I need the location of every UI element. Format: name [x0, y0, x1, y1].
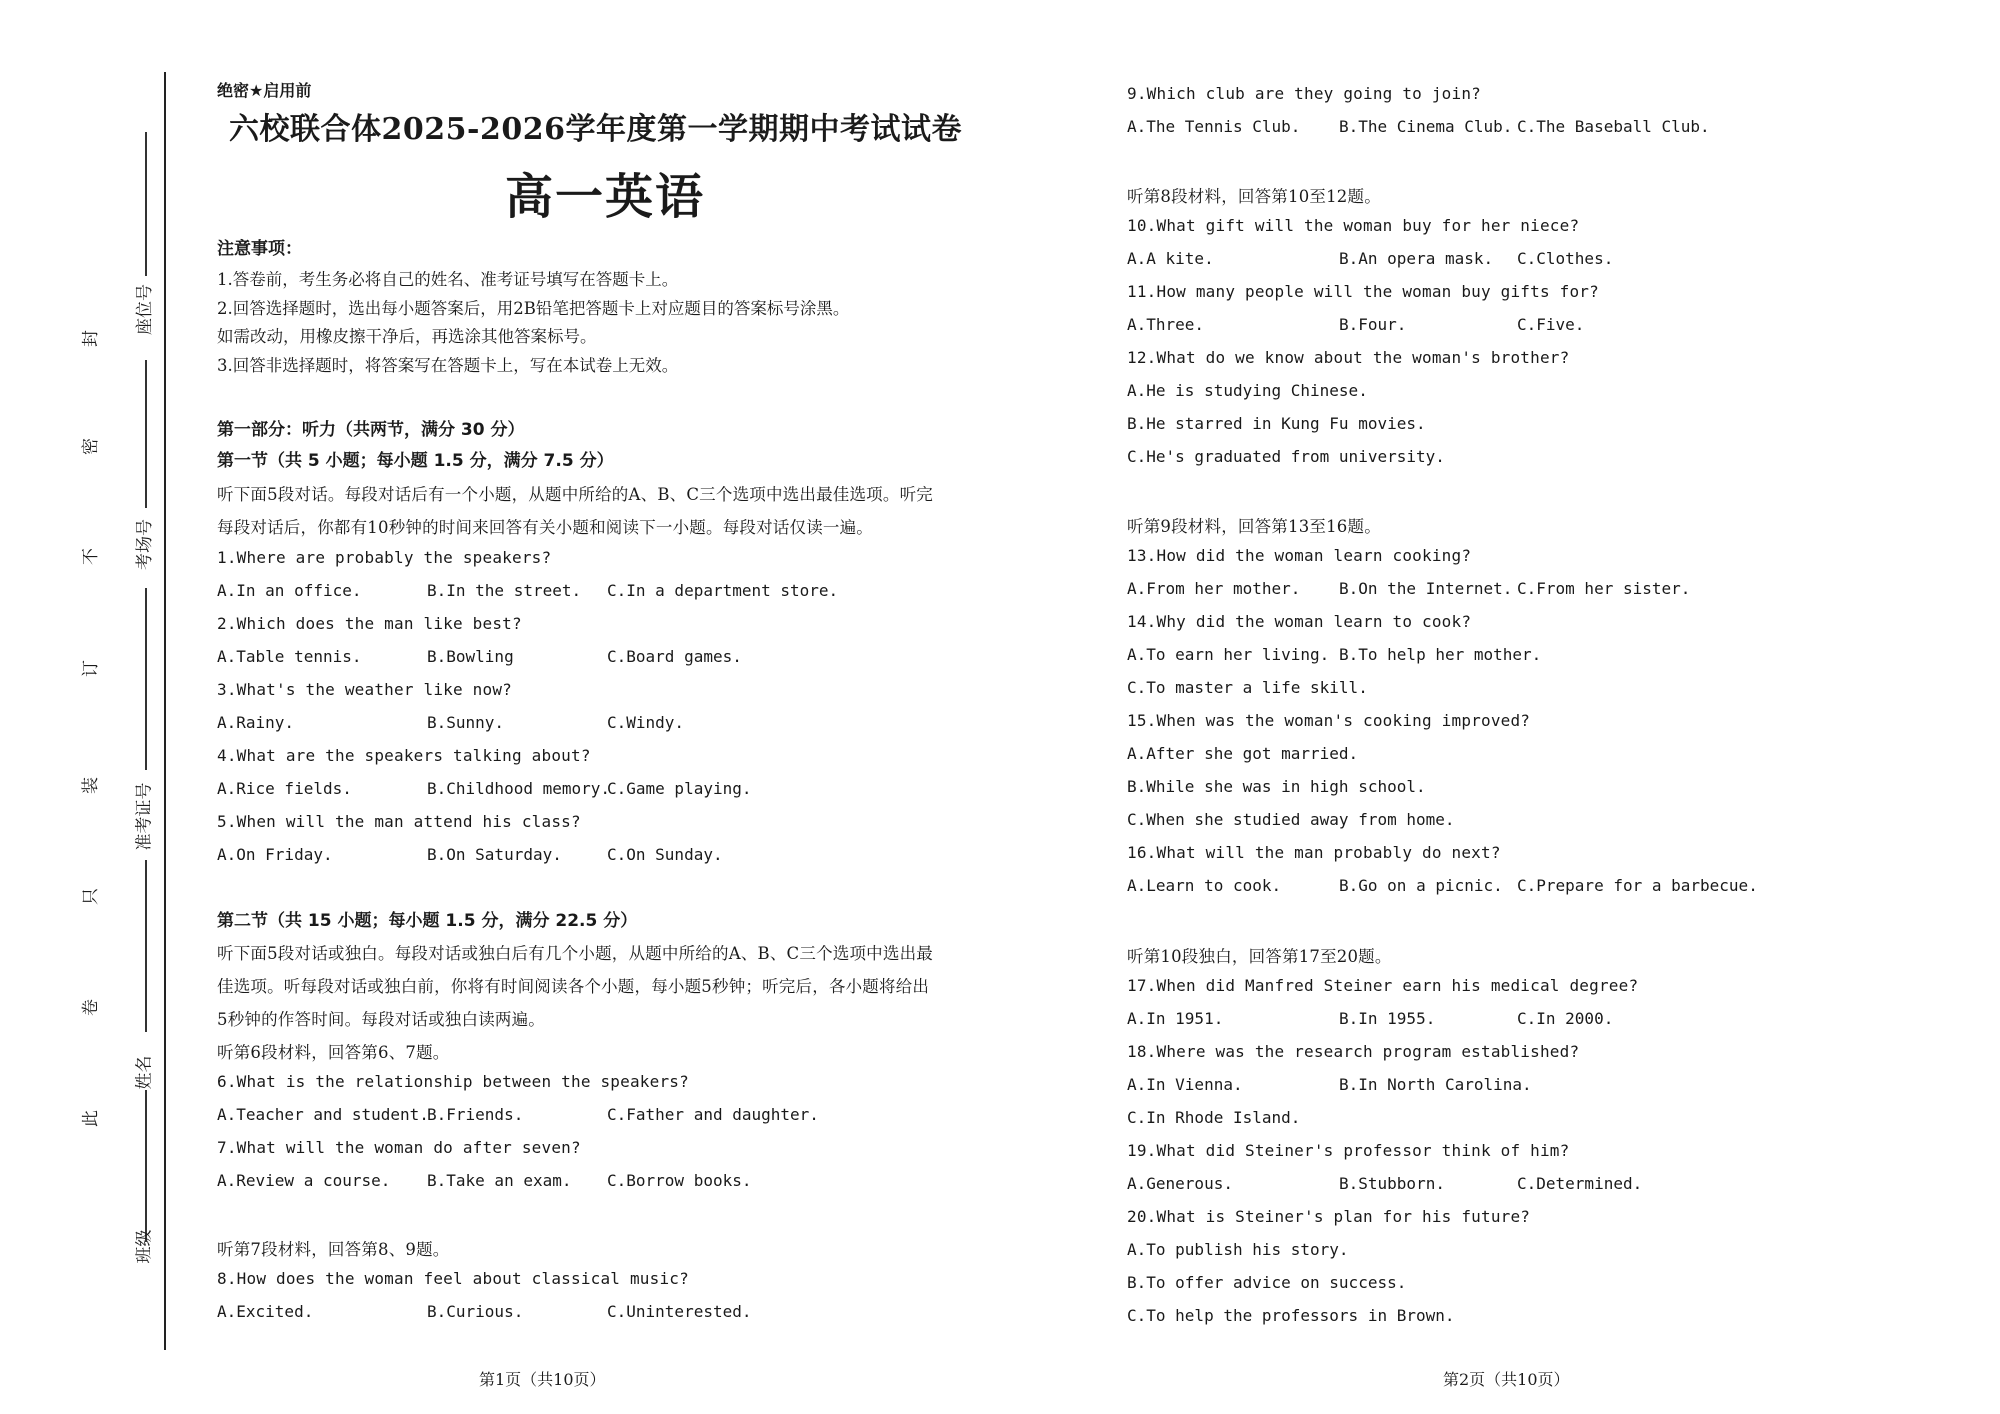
question-14: 14.Why did the woman learn to cook? [1127, 612, 1472, 631]
option-b: B.Stubborn. [1339, 1174, 1445, 1193]
option-a: A.Learn to cook. [1127, 876, 1282, 895]
option-b: B.In 1955. [1339, 1009, 1436, 1028]
section2-instructions: 佳选项。听每段对话或独白前，你将有时间阅读各个小题，每小题5秒钟；听完后，各小题将给出 [217, 977, 930, 996]
question-17: 17.When did Manfred Steiner earn his medical degree? [1127, 976, 1639, 995]
question-16: 16.What will the man probably do next? [1127, 843, 1501, 862]
option-a: A.After she got married. [1127, 744, 1359, 763]
binding-line [164, 72, 166, 1350]
option-b: B.Sunny. [427, 713, 505, 732]
section2-instructions: 听下面5段对话或独白。每段对话或独白后有几个小题，从题中所给的A、B、C三个选项中选出最 [217, 944, 933, 963]
section1-heading: 第一节（共 5 小题；每小题 1.5 分，满分 7.5 分） [217, 451, 614, 471]
material-intro: 听第7段材料，回答第8、9题。 [217, 1240, 450, 1259]
question-4: 4.What are the speakers talking about? [217, 746, 591, 765]
option-c: C.When she studied away from home. [1127, 810, 1455, 829]
note-item: 2.回答选择题时，选出每小题答案后，用2B铅笔把答题卡上对应题目的答案标号涂黑。 [217, 299, 850, 318]
field-underline [145, 588, 147, 770]
question-15: 15.When was the woman's cooking improved? [1127, 711, 1531, 730]
option-c: C.In 2000. [1517, 1009, 1614, 1028]
option-c: C.Board games. [607, 647, 742, 666]
question-8: 8.How does the woman feel about classical music? [217, 1269, 689, 1288]
field-underline [145, 132, 147, 276]
option-a: A.Rice fields. [217, 779, 352, 798]
option-a: A.The Tennis Club. [1127, 117, 1301, 136]
question-20: 20.What is Steiner's plan for his future? [1127, 1207, 1531, 1226]
seal-char: 装 [81, 777, 101, 794]
question-18: 18.Where was the research program established? [1127, 1042, 1580, 1061]
option-c: C.He's graduated from university. [1127, 447, 1445, 466]
option-c: C.Determined. [1517, 1174, 1643, 1193]
seal-char: 封 [81, 330, 101, 347]
material-intro: 听第9段材料，回答第13至16题。 [1127, 517, 1381, 536]
question-1: 1.Where are probably the speakers? [217, 548, 552, 567]
option-c: C.Windy. [607, 713, 685, 732]
option-a: A.To earn her living. [1127, 645, 1330, 664]
option-c: C.Five. [1517, 315, 1585, 334]
option-a: A.On Friday. [217, 845, 333, 864]
option-c: C.The Baseball Club. [1517, 117, 1710, 136]
option-b: B.In the street. [427, 581, 582, 600]
material-intro: 听第8段材料，回答第10至12题。 [1127, 187, 1381, 206]
option-a: A.Table tennis. [217, 647, 362, 666]
option-a: A.In Vienna. [1127, 1075, 1243, 1094]
section2-heading: 第二节（共 15 小题；每小题 1.5 分，满分 22.5 分） [217, 911, 638, 931]
field-label-class: 班级 [134, 1229, 155, 1264]
note-item: 3.回答非选择题时，将答案写在答题卡上，写在本试卷上无效。 [217, 356, 679, 375]
field-label-name: 姓名 [134, 1055, 155, 1090]
note-item: 1.答卷前，考生务必将自己的姓名、准考证号填写在答题卡上。 [217, 270, 679, 289]
question-19: 19.What did Steiner's professor think of him? [1127, 1141, 1570, 1160]
question-7: 7.What will the woman do after seven? [217, 1138, 581, 1157]
option-b: B.Curious. [427, 1302, 524, 1321]
option-c: C.Clothes. [1517, 249, 1614, 268]
field-underline [145, 1090, 147, 1242]
option-c: C.To help the professors in Brown. [1127, 1306, 1455, 1325]
part1-heading: 第一部分：听力（共两节，满分 30 分） [217, 420, 525, 440]
option-c: C.To master a life skill. [1127, 678, 1368, 697]
option-b: B.Bowling [427, 647, 514, 666]
option-a: A.Review a course. [217, 1171, 391, 1190]
option-b: B.Go on a picnic. [1339, 876, 1503, 895]
material-intro: 听第6段材料，回答第6、7题。 [217, 1043, 450, 1062]
option-c: C.Prepare for a barbecue. [1517, 876, 1758, 895]
seal-char: 只 [81, 888, 101, 905]
material-intro: 听第10段独白，回答第17至20题。 [1127, 947, 1392, 966]
seal-char: 不 [81, 548, 101, 565]
option-b: B.While she was in high school. [1127, 777, 1426, 796]
section2-instructions: 5秒钟的作答时间。每段对话或独白读两遍。 [217, 1010, 545, 1029]
option-a: A.He is studying Chinese. [1127, 381, 1368, 400]
option-a: A.From her mother. [1127, 579, 1301, 598]
section1-instructions: 听下面5段对话。每段对话后有一个小题，从题中所给的A、B、C三个选项中选出最佳选项。听完 [217, 485, 933, 504]
option-a: A.To publish his story. [1127, 1240, 1349, 1259]
question-6: 6.What is the relationship between the speakers? [217, 1072, 689, 1091]
seal-char: 卷 [81, 999, 101, 1016]
option-a: A.Excited. [217, 1302, 314, 1321]
note-item: 如需改动，用橡皮擦干净后，再选涂其他答案标号。 [217, 327, 597, 346]
option-c: C.In a department store. [607, 581, 839, 600]
question-11: 11.How many people will the woman buy gifts for? [1127, 282, 1599, 301]
option-c: C.Game playing. [607, 779, 752, 798]
exam-title: 六校联合体2025-2026学年度第一学期期中考试试卷 [229, 112, 962, 147]
option-c: C.In Rhode Island. [1127, 1108, 1301, 1127]
option-b: B.Four. [1339, 315, 1407, 334]
option-b: B.On Saturday. [427, 845, 562, 864]
field-label-seat: 座位号 [135, 284, 155, 335]
option-b: B.To offer advice on success. [1127, 1273, 1407, 1292]
option-b: B.Childhood memory. [427, 779, 611, 798]
option-a: A.Generous. [1127, 1174, 1233, 1193]
field-underline [145, 360, 147, 508]
option-c: C.Uninterested. [607, 1302, 752, 1321]
option-b: B.In North Carolina. [1339, 1075, 1532, 1094]
question-9: 9.Which club are they going to join? [1127, 84, 1481, 103]
question-5: 5.When will the man attend his class? [217, 812, 581, 831]
question-10: 10.What gift will the woman buy for her niece? [1127, 216, 1580, 235]
section1-instructions: 每段对话后，你都有10秒钟的时间来回答有关小题和阅读下一小题。每段对话仅读一遍。 [217, 518, 873, 537]
option-b: B.To help her mother. [1339, 645, 1542, 664]
page-number: 第1页（共10页） [479, 1370, 606, 1389]
option-b: B.Take an exam. [427, 1171, 572, 1190]
option-c: C.From her sister. [1517, 579, 1691, 598]
option-b: B.On the Internet. [1339, 579, 1513, 598]
seal-char: 密 [81, 438, 101, 455]
option-a: A.A kite. [1127, 249, 1214, 268]
question-12: 12.What do we know about the woman's brother? [1127, 348, 1570, 367]
option-a: A.Rainy. [217, 713, 295, 732]
seal-char: 此 [81, 1110, 101, 1127]
field-label-room: 考场号 [135, 519, 155, 570]
option-b: B.He starred in Kung Fu movies. [1127, 414, 1426, 433]
secret-mark: 绝密★启用前 [217, 81, 312, 100]
page-number: 第2页（共10页） [1443, 1370, 1570, 1389]
option-c: C.On Sunday. [607, 845, 723, 864]
question-13: 13.How did the woman learn cooking? [1127, 546, 1472, 565]
question-3: 3.What's the weather like now? [217, 680, 512, 699]
option-c: C.Father and daughter. [607, 1105, 819, 1124]
option-b: B.An opera mask. [1339, 249, 1494, 268]
option-b: B.Friends. [427, 1105, 524, 1124]
field-label-ticket: 准考证号 [134, 782, 155, 851]
option-c: C.Borrow books. [607, 1171, 752, 1190]
notes-heading: 注意事项： [217, 239, 302, 259]
subject-title: 高一英语 [504, 169, 705, 225]
option-b: B.The Cinema Club. [1339, 117, 1513, 136]
question-2: 2.Which does the man like best? [217, 614, 522, 633]
option-a: A.Three. [1127, 315, 1205, 334]
field-underline [145, 860, 147, 1032]
option-a: A.In 1951. [1127, 1009, 1224, 1028]
option-a: A.Teacher and student. [217, 1105, 429, 1124]
option-a: A.In an office. [217, 581, 362, 600]
seal-char: 订 [81, 660, 101, 677]
